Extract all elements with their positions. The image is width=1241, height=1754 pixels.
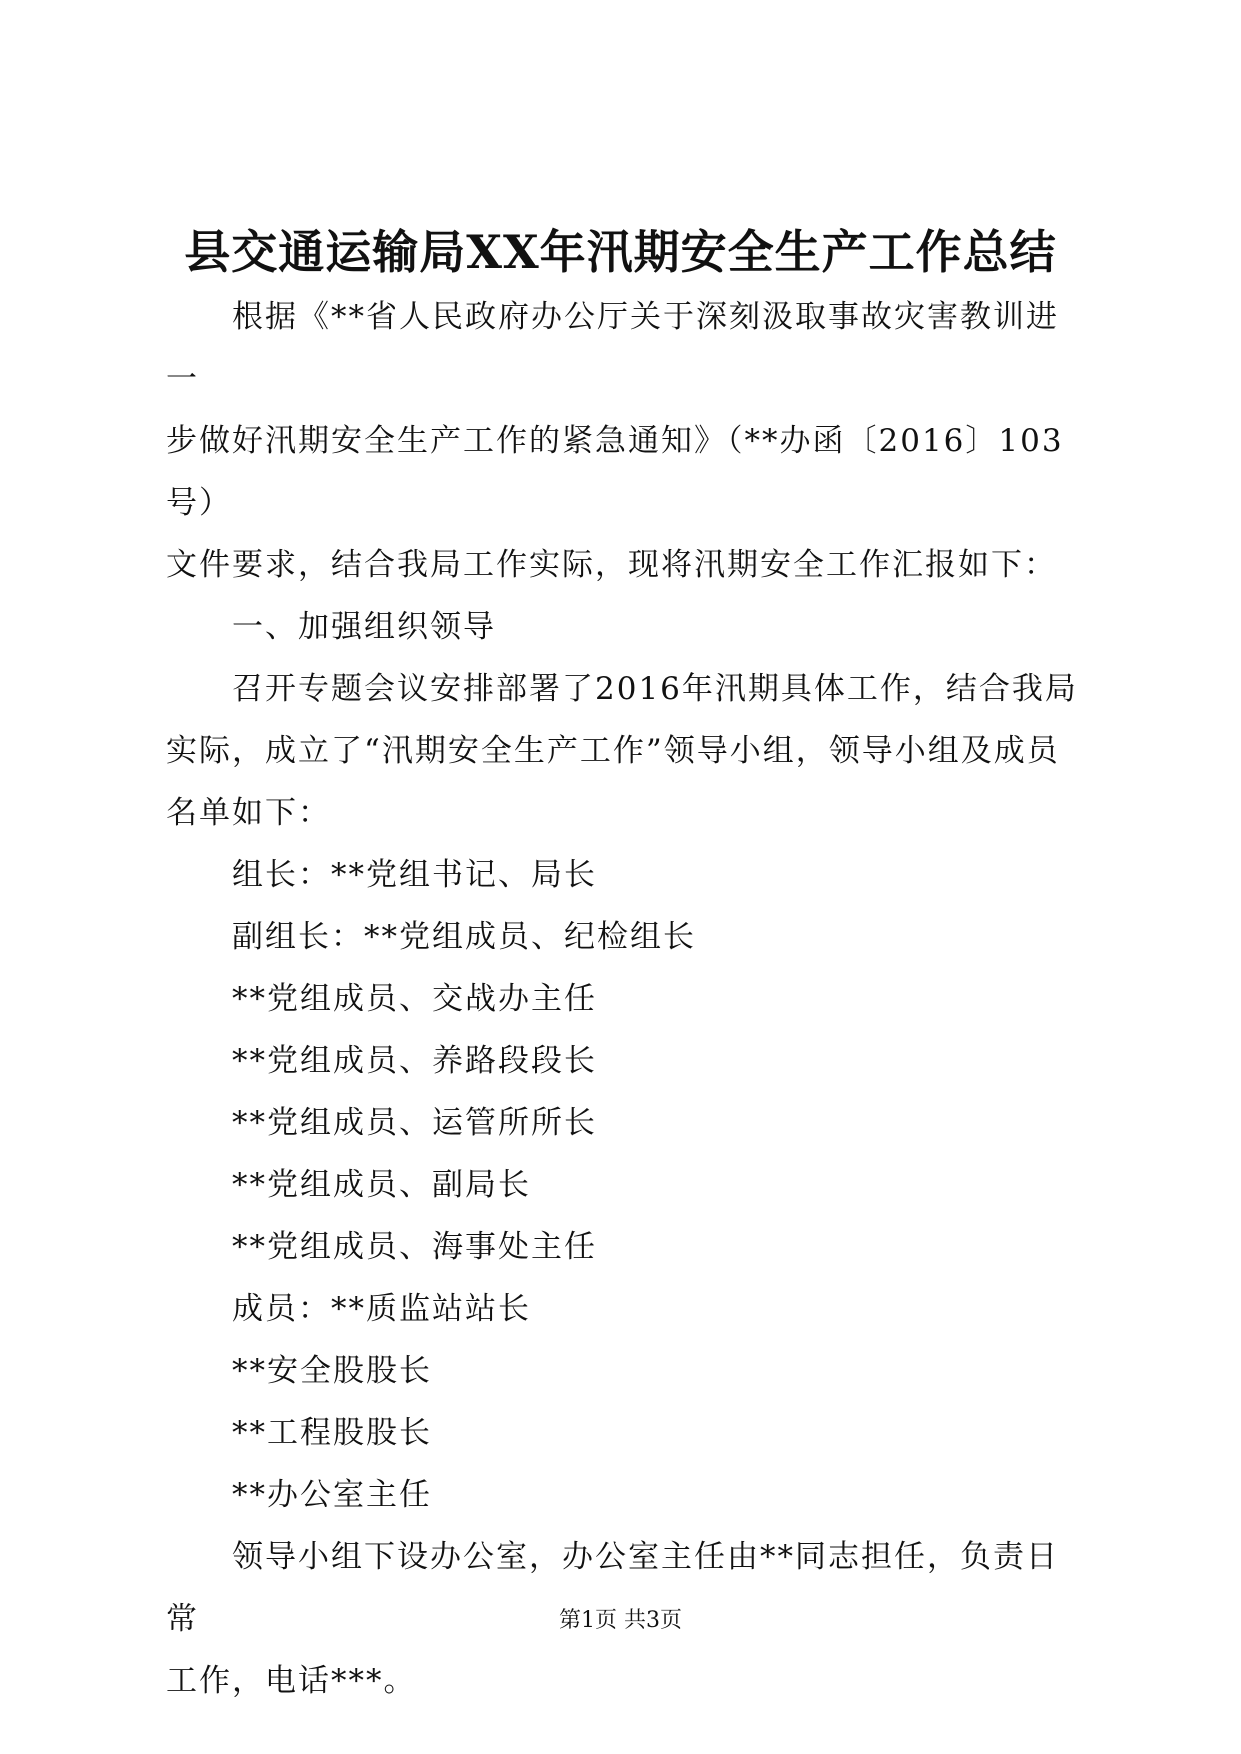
paragraph-office: 领导小组下设办公室，办公室主任由**同志担任，负责日常 工作，电话***。: [166, 1539, 1059, 1699]
paragraph-meeting: 召开专题会议安排部署了2016年汛期具体工作，结合我局 实际，成立了“汛期安全生产工作”领导小组，领导小组及成员 名单如下：: [166, 671, 1078, 831]
list-item-members: 成员：**质监站站长: [232, 1291, 531, 1327]
document-title: 县交通运输局XX年汛期安全生产工作总结: [184, 225, 1057, 279]
list-item-deputy-3: **党组成员、运管所所长: [232, 1105, 597, 1141]
paragraph-intro: 根据《**省人民政府办公厅关于深刻汲取事故灾害教训进一 步做好汛期安全生产工作的紧急通知》（**办函〔2016〕103号） 文件要求，结合我局工作实际，现将汛期安全工作汇报如下：: [166, 299, 1064, 583]
list-item-member-2: **工程股股长: [232, 1415, 432, 1451]
document-body: [166, 286, 1090, 1712]
list-item-deputy-leader: 副组长：**党组成员、纪检组长: [232, 919, 696, 955]
list-item-deputy-2: **党组成员、养路段段长: [232, 1043, 597, 1079]
list-item-deputy-4: **党组成员、副局长: [232, 1167, 531, 1203]
list-item-member-3: **办公室主任: [232, 1477, 432, 1513]
list-item-deputy-1: **党组成员、交战办主任: [232, 981, 597, 1017]
page-footer: 第1页 共3页: [559, 1608, 682, 1633]
list-item-deputy-5: **党组成员、海事处主任: [232, 1229, 597, 1265]
section-heading-1: 一、加强组织领导: [232, 609, 496, 645]
list-item-leader: 组长：**党组书记、局长: [232, 857, 597, 893]
list-item-member-1: **安全股股长: [232, 1353, 432, 1389]
